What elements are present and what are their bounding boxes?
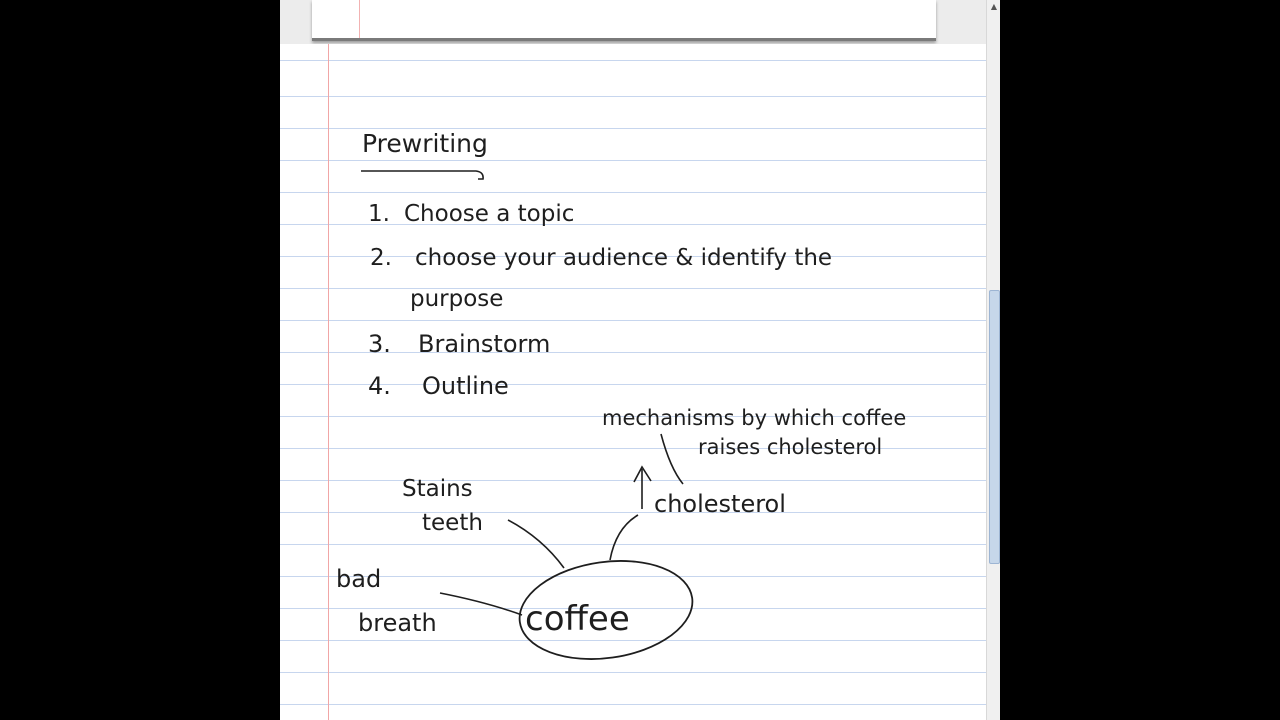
step-1-text: Choose a topic — [404, 201, 575, 227]
scroll-up-arrow-icon[interactable]: ▲ — [990, 2, 998, 11]
step-2-text: choose your audience & identify the — [415, 245, 833, 271]
notes-title: Prewriting — [362, 129, 488, 158]
scrollbar-thumb[interactable] — [989, 290, 1000, 564]
step-4-number: 4. — [368, 372, 391, 400]
node-breath-line1: bad — [336, 565, 382, 593]
step-3-number: 3. — [368, 330, 391, 358]
node-cholesterol: cholesterol — [654, 490, 786, 518]
node-stains-line1: Stains — [402, 476, 473, 502]
title-underline — [361, 171, 483, 179]
handwriting-layer — [280, 44, 986, 720]
notebook-app — [280, 0, 1000, 720]
step-2-number: 2. — [370, 245, 392, 271]
node-mechanisms-line1: mechanisms by which coffee — [602, 406, 907, 430]
cluster-center-coffee: coffee — [525, 599, 630, 639]
previous-page-edge[interactable] — [312, 0, 936, 41]
step-4-text: Outline — [422, 372, 509, 400]
node-breath-line2: breath — [358, 609, 437, 637]
step-2-continuation: purpose — [410, 286, 504, 312]
notebook-page[interactable] — [280, 44, 986, 720]
connector-mechanisms-to-cholesterol — [661, 434, 683, 484]
previous-page-margin-line — [359, 0, 360, 38]
connector-stains-to-coffee — [508, 520, 564, 568]
node-stains-line2: teeth — [422, 510, 483, 536]
node-mechanisms-line2: raises cholesterol — [698, 435, 883, 459]
connector-coffee-to-cholesterol — [610, 515, 638, 560]
vertical-scrollbar[interactable] — [986, 0, 1000, 720]
connector-breath-to-coffee — [440, 593, 522, 615]
step-1-number: 1. — [368, 201, 390, 227]
step-3-text: Brainstorm — [418, 330, 551, 358]
